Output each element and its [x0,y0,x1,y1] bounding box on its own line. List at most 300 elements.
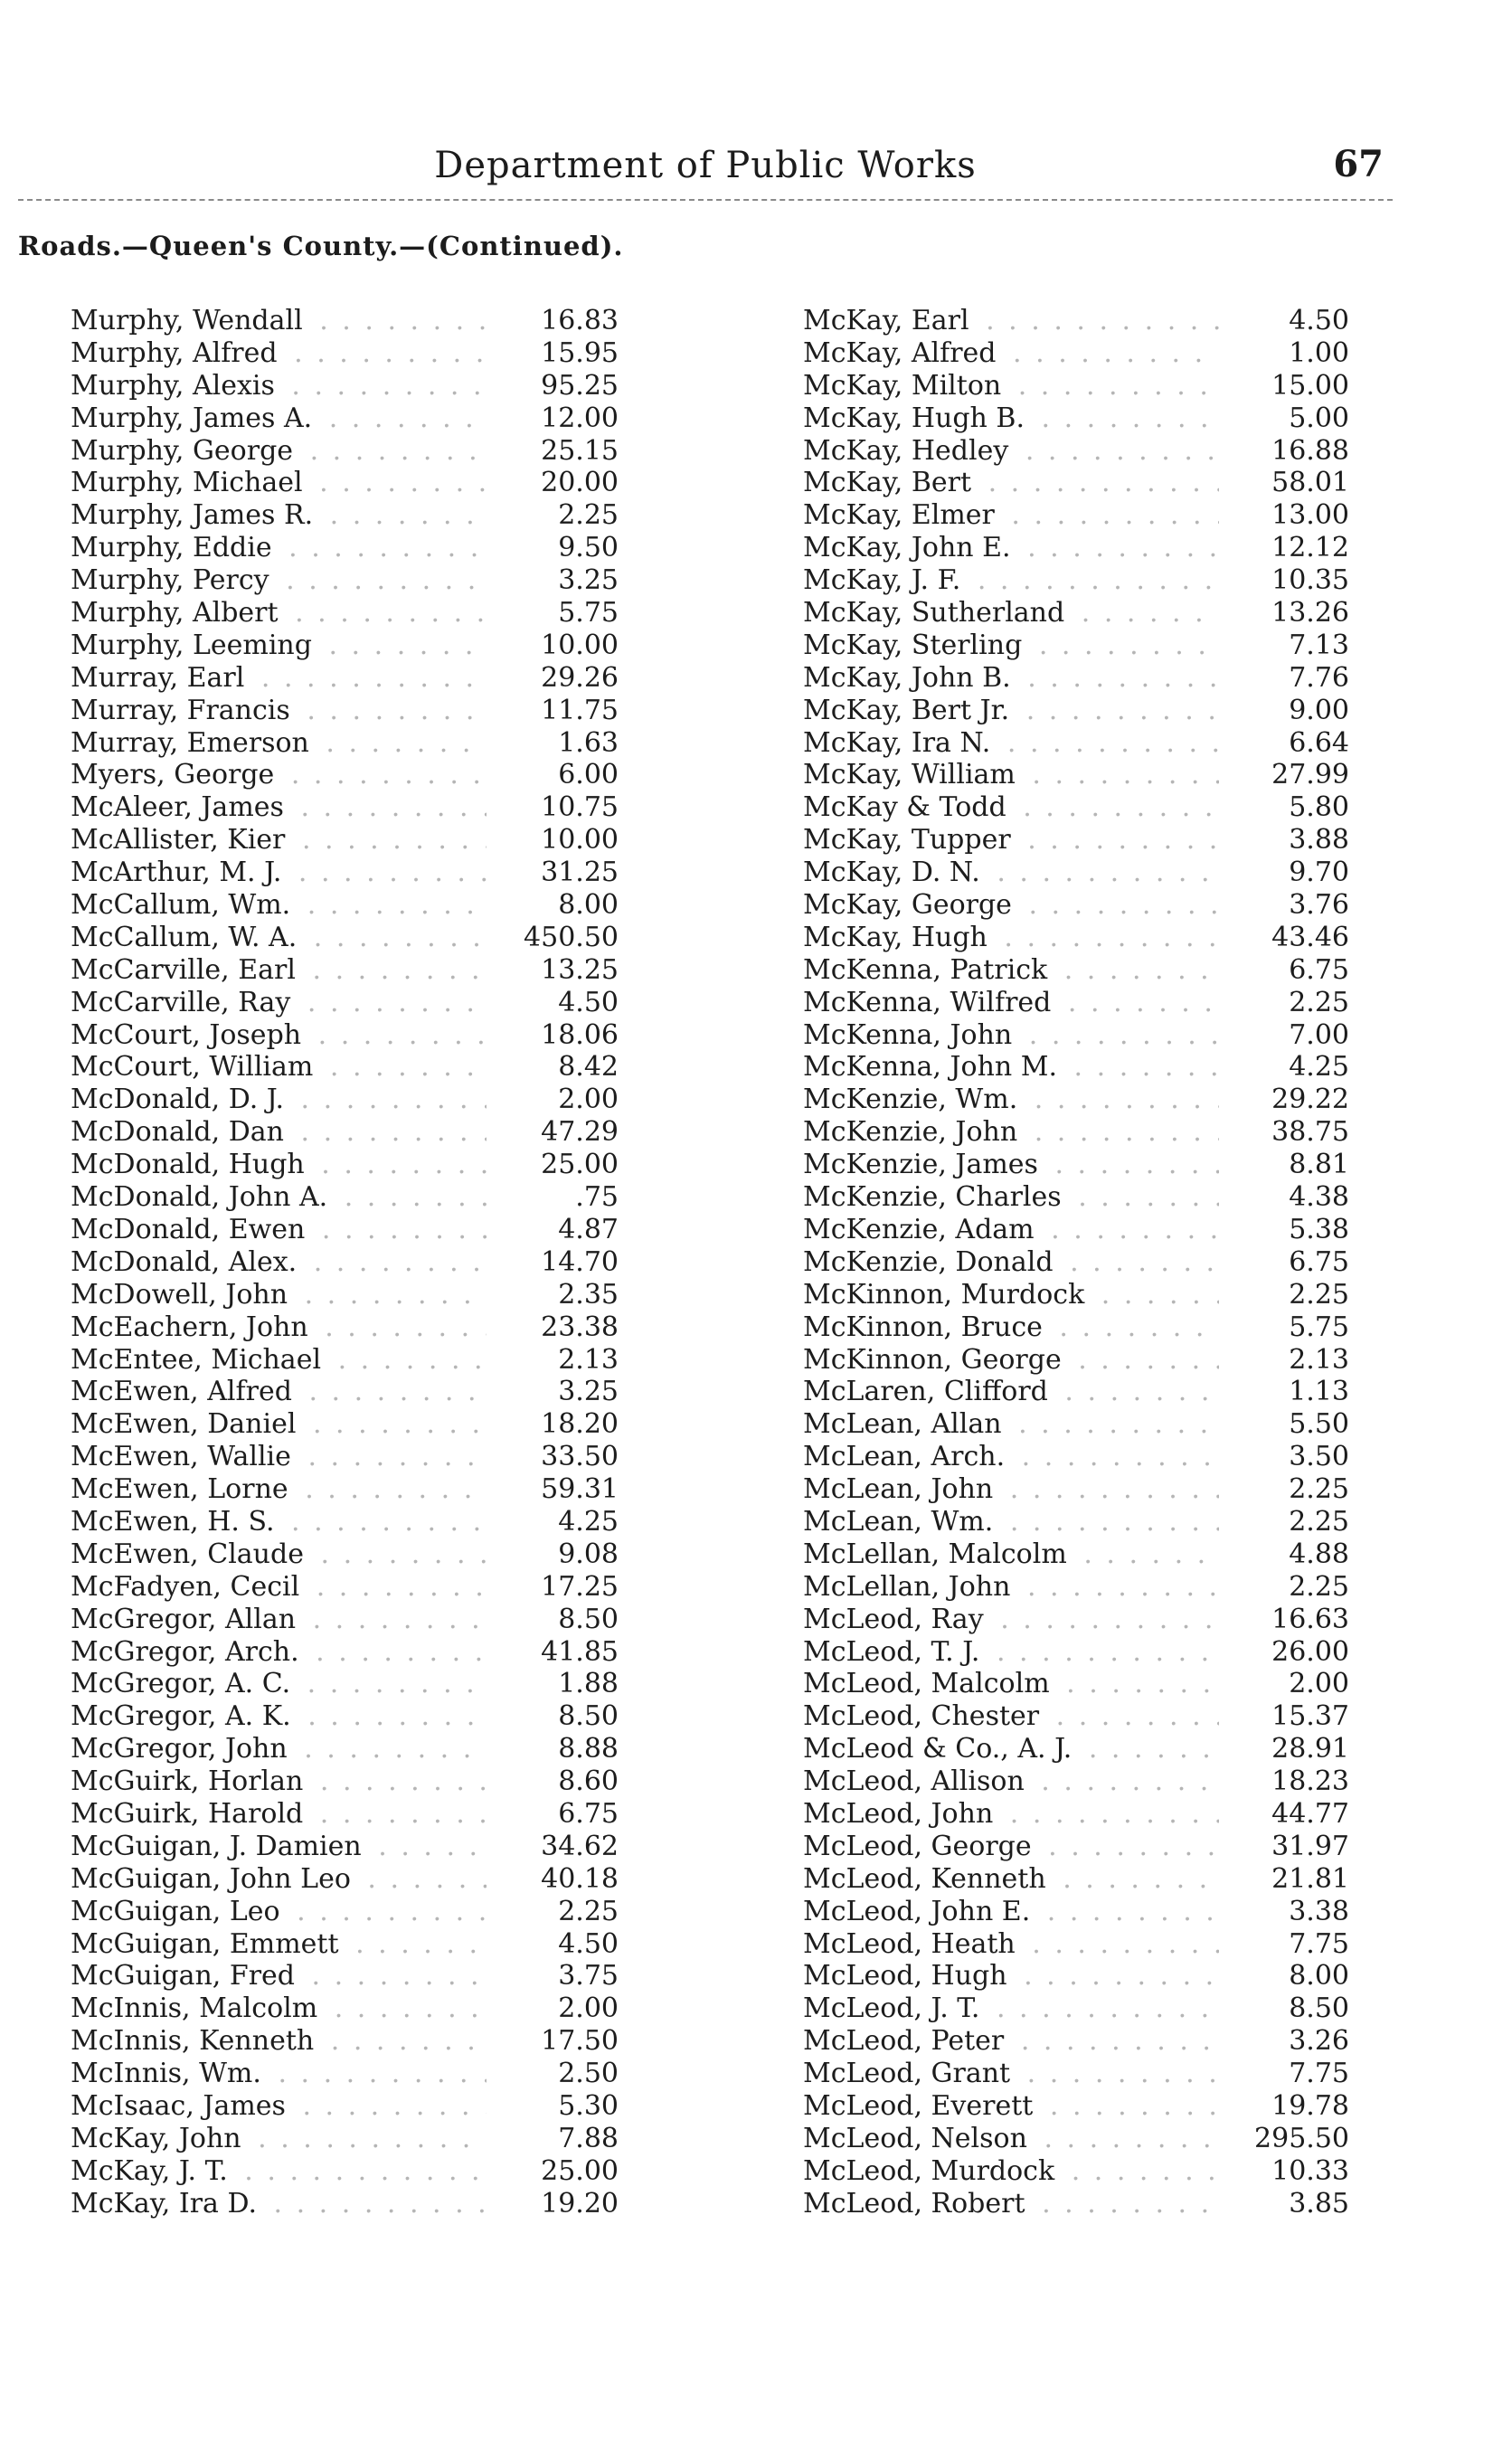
payment-row [71,499,619,532]
payment-amount: 25.15 [541,434,619,467]
payment-row [803,695,1349,727]
payment-row [803,337,1349,370]
payment-amount: 9.70 [1289,857,1349,889]
payment-row [71,1538,619,1571]
payee-name [803,1992,1219,2025]
payee-name-text: McKay, Bert Jr. [803,695,1015,726]
payee-name-text: McLean, Wm. [803,1506,998,1538]
payee-name [803,532,1219,564]
payment-amount: 9.00 [1289,694,1349,726]
payee-name [803,1928,1219,1961]
payee-name-text: McGregor, Allan [71,1604,301,1635]
payment-amount: 5.75 [1289,1311,1349,1343]
payment-amount: 5.50 [1289,1408,1349,1441]
payment-row [803,791,1349,824]
payment-amount: 8.81 [1289,1149,1349,1181]
payee-name-text: McLeod, Peter [803,2025,1009,2057]
payee-name [803,370,1219,402]
payee-name [71,1765,487,1798]
payment-row [803,2058,1349,2090]
payee-name-text: Murphy, Leeming [71,629,317,661]
payee-name-text: McGuigan, John Leo [71,1863,356,1895]
payment-row [71,662,619,695]
payee-name [803,1668,1219,1700]
payment-amount: 31.97 [1271,1830,1349,1862]
payment-row [71,1473,619,1506]
payment-row [71,1019,619,1052]
payee-name [71,1376,487,1408]
payment-row [71,889,619,922]
payee-name [71,824,487,857]
payee-name [71,2090,487,2123]
payee-name [71,305,487,337]
payee-name [71,629,487,662]
payee-name-text: Murphy, George [71,435,298,467]
payment-row [803,824,1349,857]
payment-row [803,1344,1349,1377]
payment-row [71,337,619,370]
payment-amount: 5.38 [1289,1213,1349,1245]
payee-name-text: McKay, George [803,889,1017,921]
payee-name [803,1506,1219,1538]
payment-amount: .75 [575,1181,619,1214]
payment-amount: 17.25 [541,1570,619,1603]
payee-name [803,597,1219,629]
payee-name [71,889,487,922]
payment-row [71,467,619,499]
payment-row [803,532,1349,564]
payee-name-text: Murphy, Percy [71,564,275,596]
payment-amount: 26.00 [1271,1635,1349,1668]
payee-name-text: McAleer, James [71,791,289,823]
payment-amount: 2.13 [558,1343,619,1376]
payee-name [803,1604,1219,1636]
payee-name-text: McGregor, A. K. [71,1700,297,1732]
payee-name [71,1084,487,1116]
payment-amount: 1.63 [558,726,619,759]
payee-name [71,337,487,370]
payee-name-text: McCarville, Ray [71,987,296,1018]
payee-name-text: Murphy, Eddie [71,532,278,563]
payment-amount: 4.25 [558,1505,619,1538]
payment-amount: 450.50 [524,921,619,953]
payee-name [71,1798,487,1831]
payee-name-text: McKenna, Wilfred [803,987,1056,1018]
payment-row [71,1928,619,1961]
payment-amount: 8.00 [558,889,619,922]
payment-amount: 4.50 [1289,305,1349,336]
payee-name-text: McGuirk, Harold [71,1798,308,1830]
payee-name [71,532,487,564]
payee-name [71,1604,487,1636]
payee-name [71,1700,487,1733]
page-title: Department of Public Works [434,145,977,186]
payment-row [71,1992,619,2025]
payment-row [71,727,619,760]
payee-name-text: McKay & Todd [803,791,1012,823]
payment-amount: 15.00 [1271,369,1349,402]
payee-name-text: McLeod, Kenneth [803,1863,1052,1895]
payee-name-text: McEwen, H. S. [71,1506,280,1538]
payment-amount: 13.26 [1271,597,1349,629]
payee-name [803,1700,1219,1733]
payee-name [71,2123,487,2155]
payee-name [71,2058,487,2090]
payment-amount: 11.75 [541,694,619,726]
payee-name-text: McLeod, Nelson [803,2123,1033,2154]
payment-amount: 18.23 [1271,1765,1349,1798]
payee-name-text: McDonald, Dan [71,1116,289,1148]
payee-name-text: McEwen, Wallie [71,1441,297,1472]
payee-name [71,922,487,954]
payee-name-text: McLeod, J. T. [803,1992,985,2024]
payment-amount: 2.00 [558,1992,619,2025]
payee-name [71,1051,487,1084]
payee-name [803,629,1219,662]
payee-name [71,1538,487,1571]
payee-name [71,954,487,987]
payee-name-text: McLaren, Clifford [803,1376,1054,1407]
payment-amount: 5.30 [558,2089,619,2122]
payment-amount: 3.85 [1289,2187,1349,2220]
payment-amount: 7.75 [1289,2058,1349,2090]
payment-row [803,1376,1349,1408]
payment-amount: 2.25 [1289,1473,1349,1506]
payment-amount: 31.25 [541,857,619,889]
payment-row [71,2155,619,2188]
payment-row [803,1246,1349,1279]
payee-name [71,2155,487,2188]
payment-amount: 8.88 [558,1733,619,1765]
payee-name-text: McLeod, Allison [803,1765,1030,1797]
payee-name-text: McLeod, Grant [803,2058,1016,2089]
payee-name [803,1441,1219,1473]
payee-name-text: McCallum, W. A. [71,922,302,953]
payee-name-text: McKay, Ira D. [71,2188,262,2220]
payee-name [803,1538,1219,1571]
payment-row [71,1311,619,1344]
payment-row [803,1538,1349,1571]
payment-amount: 41.85 [541,1635,619,1668]
payment-row [803,1279,1349,1311]
payee-name [803,2058,1219,2090]
payment-amount: 3.76 [1289,889,1349,922]
payment-amount: 3.38 [1289,1895,1349,1927]
payment-amount: 2.00 [1289,1668,1349,1700]
payee-name [71,467,487,499]
payment-row [71,1700,619,1733]
payment-row [803,2090,1349,2123]
payee-name-text: McDonald, Ewen [71,1214,310,1245]
payee-name [71,791,487,824]
payment-row [803,1571,1349,1604]
payee-name-text: McKay, Elmer [803,499,1000,531]
payment-row [71,695,619,727]
payment-amount: 8.50 [1289,1992,1349,2025]
payment-amount: 34.62 [541,1830,619,1862]
payee-name-text: McDonald, D. J. [71,1084,289,1115]
payment-amount: 2.25 [558,1895,619,1927]
payment-row [803,435,1349,468]
payment-row [71,370,619,402]
payee-name-text: Myers, George [71,759,279,790]
payee-name [803,2123,1219,2155]
payment-amount: 10.35 [1271,564,1349,597]
payee-name [71,1668,487,1700]
payment-amount: 2.25 [1289,1278,1349,1311]
payment-row [71,1344,619,1377]
payee-name [71,1279,487,1311]
payment-amount: 8.50 [558,1603,619,1635]
payment-row [71,857,619,889]
payment-amount: 7.13 [1289,629,1349,661]
payment-amount: 7.88 [558,2122,619,2154]
payment-amount: 5.80 [1289,791,1349,824]
payment-amount: 2.25 [1289,1570,1349,1603]
payment-row [803,370,1349,402]
payment-row [71,1604,619,1636]
payment-amount: 4.50 [558,986,619,1018]
payee-name [71,1149,487,1181]
payment-amount: 10.33 [1271,2154,1349,2187]
payee-name [71,987,487,1019]
payee-name-text: McLeod, Heath [803,1928,1021,1960]
payment-row [803,1116,1349,1149]
payee-name-text: McEachern, John [71,1311,314,1343]
payment-row [71,1408,619,1441]
payment-row [71,1765,619,1798]
payment-amount: 15.95 [541,336,619,369]
payment-row [803,1700,1349,1733]
payee-name [71,499,487,532]
payment-row [803,1668,1349,1700]
payment-row [71,1149,619,1181]
payee-name-text: McLeod, Chester [803,1700,1044,1732]
payee-name-text: McDonald, Alex. [71,1246,302,1278]
payment-amount: 6.75 [558,1797,619,1830]
payment-row [803,1992,1349,2025]
payment-row [71,597,619,629]
payment-amount: 33.50 [541,1441,619,1473]
payment-row [71,1051,619,1084]
payment-amount: 2.13 [1289,1343,1349,1376]
payment-amount: 3.26 [1289,2025,1349,2058]
payment-row [803,1214,1349,1246]
payment-row [71,1246,619,1279]
payment-amount: 10.00 [541,824,619,857]
payment-row [71,1960,619,1992]
payment-row [71,791,619,824]
payee-name-text: McGuigan, J. Damien [71,1831,367,1862]
payment-row [803,2188,1349,2220]
payee-name [71,1116,487,1149]
payee-name-text: McKenzie, James [803,1149,1044,1180]
payee-name-text: McGregor, Arch. [71,1636,305,1668]
payment-row [803,1473,1349,1506]
payee-name [803,1344,1219,1377]
payment-amount: 2.25 [1289,986,1349,1018]
payee-name-text: McKenzie, Donald [803,1246,1059,1278]
payment-amount: 15.37 [1271,1700,1349,1733]
payment-amount: 16.63 [1271,1603,1349,1635]
payee-name [803,1798,1219,1831]
payee-name [71,1311,487,1344]
payee-name [803,2025,1219,2058]
payment-amount: 6.64 [1289,726,1349,759]
payee-name [803,337,1219,370]
payee-name-text: McKinnon, Murdock [803,1279,1090,1311]
payee-name [71,2188,487,2220]
payment-amount: 7.00 [1289,1018,1349,1051]
payee-name [803,1246,1219,1279]
payee-name [71,1831,487,1863]
payment-amount: 8.60 [558,1765,619,1798]
payment-row [71,532,619,564]
payment-amount: 8.42 [558,1051,619,1084]
payment-row [71,1831,619,1863]
payee-name-text: McLeod, John [803,1798,998,1830]
payee-name [71,1992,487,2025]
payee-name-text: McInnis, Kenneth [71,2025,319,2057]
payment-row [71,2058,619,2090]
payment-row [803,987,1349,1019]
payment-row [803,662,1349,695]
payee-name [71,1506,487,1538]
payee-name-text: McLeod, Everett [803,2090,1038,2122]
payment-row [71,2123,619,2155]
payment-amount: 12.12 [1271,532,1349,564]
payee-name [803,1831,1219,1863]
payment-amount: 2.00 [558,1084,619,1116]
payment-row [803,1506,1349,1538]
payee-name [71,402,487,435]
payee-name [803,759,1219,791]
payee-name-text: McLean, Allan [803,1408,1007,1440]
payee-name [803,857,1219,889]
payment-row [803,954,1349,987]
payment-amount: 29.22 [1271,1084,1349,1116]
payee-name [803,1960,1219,1992]
payee-name-text: McAllister, Kier [71,824,290,856]
payee-name-text: McGuigan, Fred [71,1960,300,1992]
payment-amount: 13.25 [541,953,619,986]
payment-amount: 4.50 [558,1927,619,1960]
payee-name-text: McGuigan, Leo [71,1896,286,1927]
payee-name [803,1571,1219,1604]
payee-name [71,857,487,889]
payment-amount: 29.26 [541,661,619,694]
payment-amount: 1.00 [1289,336,1349,369]
payment-row [803,1408,1349,1441]
payment-row [71,1376,619,1408]
payment-row [803,2123,1349,2155]
payee-name [71,435,487,468]
section-heading: Roads.—Queen's County.—(Continued). [18,231,624,261]
payee-name [71,370,487,402]
payee-name [71,1246,487,1279]
payee-name [71,1928,487,1961]
payment-row [71,564,619,597]
payment-row [71,759,619,791]
payment-row [71,824,619,857]
payee-name [803,662,1219,695]
payment-row [71,1668,619,1700]
payment-amount: 9.50 [558,532,619,564]
payment-row [803,1765,1349,1798]
payment-amount: 10.00 [541,629,619,661]
payee-name-text: McKay, Bert [803,467,977,498]
payee-name-text: McLeod, Hugh [803,1960,1013,1992]
left-payment-column [71,305,619,2220]
payment-row [803,1604,1349,1636]
payee-name [71,1441,487,1473]
payment-row [803,759,1349,791]
payee-name-text: McLeod, Robert [803,2188,1031,2220]
payment-row [803,1798,1349,1831]
payee-name [803,922,1219,954]
payment-amount: 4.87 [558,1213,619,1245]
payment-row [803,1636,1349,1669]
payment-amount: 12.00 [541,402,619,434]
payee-name [803,1733,1219,1765]
payee-name [803,2188,1219,2220]
payee-name [803,727,1219,760]
payee-name-text: McKenzie, John [803,1116,1023,1148]
payee-name-text: McKay, Hugh B. [803,402,1030,434]
payee-name-text: McLeod, John E. [803,1896,1035,1927]
payee-name-text: McKenzie, Charles [803,1181,1067,1213]
payment-row [71,305,619,337]
payment-amount: 4.25 [1289,1051,1349,1084]
payee-name-text: McInnis, Wm. [71,2058,267,2089]
payment-row [803,1928,1349,1961]
payee-name-text: McGregor, A. C. [71,1668,296,1699]
payment-row [71,2090,619,2123]
payment-row [71,1571,619,1604]
payment-row [71,402,619,435]
payment-amount: 28.91 [1271,1733,1349,1765]
payee-name-text: McKay, D. N. [803,857,986,888]
payee-name-text: McKay, John E. [803,532,1016,563]
payment-amount: 43.46 [1271,921,1349,953]
payee-name-text: McLean, John [803,1473,998,1505]
payment-row [71,1798,619,1831]
payment-row [803,402,1349,435]
payee-name-text: McDowell, John [71,1279,293,1311]
payment-row [71,1279,619,1311]
payee-name-text: McCourt, Joseph [71,1019,307,1051]
payment-amount: 3.50 [1289,1441,1349,1473]
payment-row [803,1831,1349,1863]
payment-amount: 17.50 [541,2025,619,2058]
payment-row [71,954,619,987]
payee-name [803,791,1219,824]
payment-amount: 21.81 [1271,1862,1349,1895]
payee-name-text: Murray, Francis [71,695,296,726]
payment-amount: 6.00 [558,759,619,791]
payment-row [803,1733,1349,1765]
payment-amount: 2.25 [558,499,619,532]
payment-amount: 18.06 [541,1018,619,1051]
payee-name [803,1408,1219,1441]
payee-name [71,1019,487,1052]
payee-name [71,1571,487,1604]
payee-name-text: McKenna, John M. [803,1051,1063,1083]
payment-amount: 25.00 [541,2154,619,2187]
payment-amount: 7.75 [1289,1927,1349,1960]
payee-name-text: McLeod, T. J. [803,1636,985,1668]
payment-row [71,2188,619,2220]
